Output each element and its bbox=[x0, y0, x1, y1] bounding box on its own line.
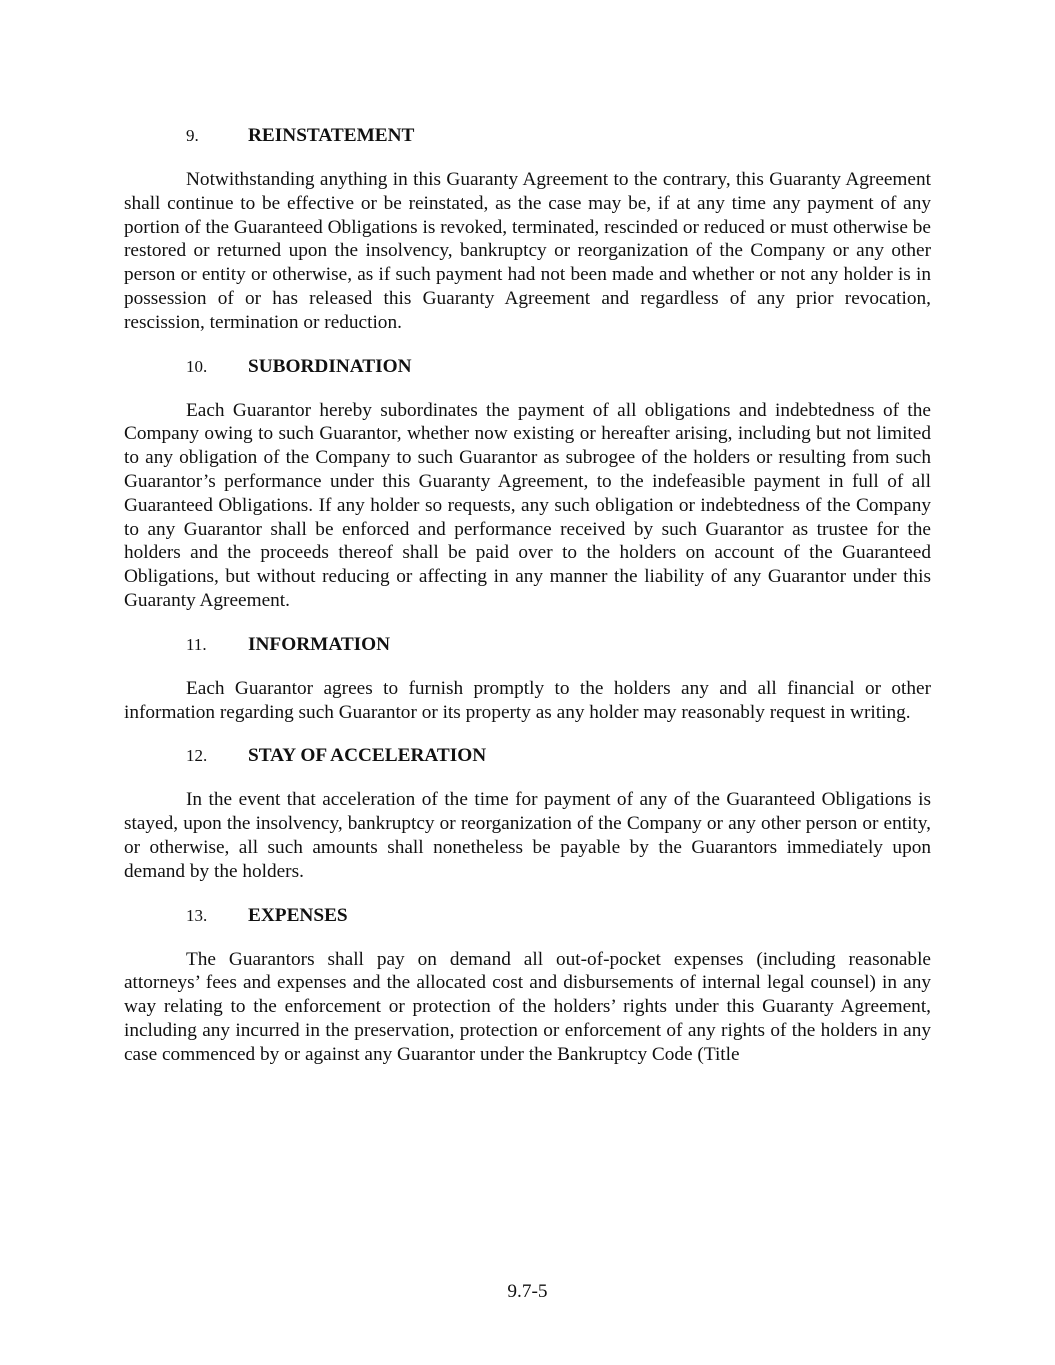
document-body bbox=[124, 124, 931, 1067]
section-heading bbox=[124, 355, 931, 379]
section-number: 11. bbox=[186, 634, 207, 654]
section-paragraph: Notwithstanding anything in this Guaranty Agreement to the contrary, this Guaranty Agreement shall continue to be effective or be reinstated, as the case may be, if at any time any payment of any portion of the Guaranteed Obligations is revoked, terminated, rescinded or reduced or must otherwise be restored or returned upon the insolvency, bankruptcy or reorganization of the Company or any other person or entity or otherwise, as if such payment had not been made and whether or not any holder is in possession of or has released this Guaranty Agreement and regardless of any prior revocation, rescission, termination or reduction. bbox=[124, 169, 931, 333]
section-stay-of-acceleration bbox=[124, 744, 931, 883]
section-heading bbox=[124, 124, 931, 148]
section-heading bbox=[124, 744, 931, 768]
section-paragraph: The Guarantors shall pay on demand all out-of-pocket expenses (including reasonable attorneys’ fees and expenses and the allocated cost and disbursements of internal legal counsel) in any way relating to the enforcement or protection of the holders’ rights under this Guaranty Agreement, including any incurred in the preservation, protection or enforcement of any rights of the holders in any case commenced by or against any Guarantor under the Bankruptcy Code (Title bbox=[124, 948, 931, 1065]
section-number: 10. bbox=[186, 356, 208, 376]
section-expenses bbox=[124, 904, 931, 1067]
section-paragraph: Each Guarantor hereby subordinates the payment of all obligations and indebtedness of the Company owing to such Guarantor, whether now existing or hereafter arising, including but not limited to any obligation of the Company to such Guarantor as subrogee of the holders or resulting from such Guarantor’s performance under this Guaranty Agreement, to the indefeasible payment in full of all Guaranteed Obligations. If any holder so requests, any such obligation or indebtedness of the Company to any Guarantor shall be enforced and performance received by such Guarantor as trustee for the holders and the proceeds thereof shall be paid over to the holders on account of the Guaranteed Obligations, but without reducing or affecting in any manner the liability of any Guarantor under this Guaranty Agreement. bbox=[124, 399, 931, 611]
section-paragraph: In the event that acceleration of the time for payment of any of the Guaranteed Obligations is stayed, upon the insolvency, bankruptcy or reorganization of the Company or any other person or entity, or otherwise, all such amounts shall nonetheless be payable by the Guarantors immediately upon demand by the holders. bbox=[124, 789, 931, 882]
section-heading bbox=[124, 904, 931, 928]
section-title: SUBORDINATION bbox=[248, 355, 412, 377]
section-subordination bbox=[124, 355, 931, 613]
page-number: 9.7-5 bbox=[507, 1281, 548, 1302]
section-title: INFORMATION bbox=[248, 633, 391, 655]
section-number: 13. bbox=[186, 905, 208, 925]
section-reinstatement bbox=[124, 124, 931, 335]
section-information bbox=[124, 633, 931, 725]
section-number: 9. bbox=[186, 126, 199, 145]
section-paragraph: Each Guarantor agrees to furnish promptly to the holders any and all financial or other information regarding such Guarantor or its property as any holder may reasonably request in writing. bbox=[124, 677, 931, 723]
section-title: REINSTATEMENT bbox=[248, 125, 415, 146]
section-title: EXPENSES bbox=[248, 904, 348, 926]
section-heading bbox=[124, 633, 931, 657]
section-title: STAY OF ACCELERATION bbox=[248, 745, 487, 767]
section-number: 12. bbox=[186, 746, 208, 766]
